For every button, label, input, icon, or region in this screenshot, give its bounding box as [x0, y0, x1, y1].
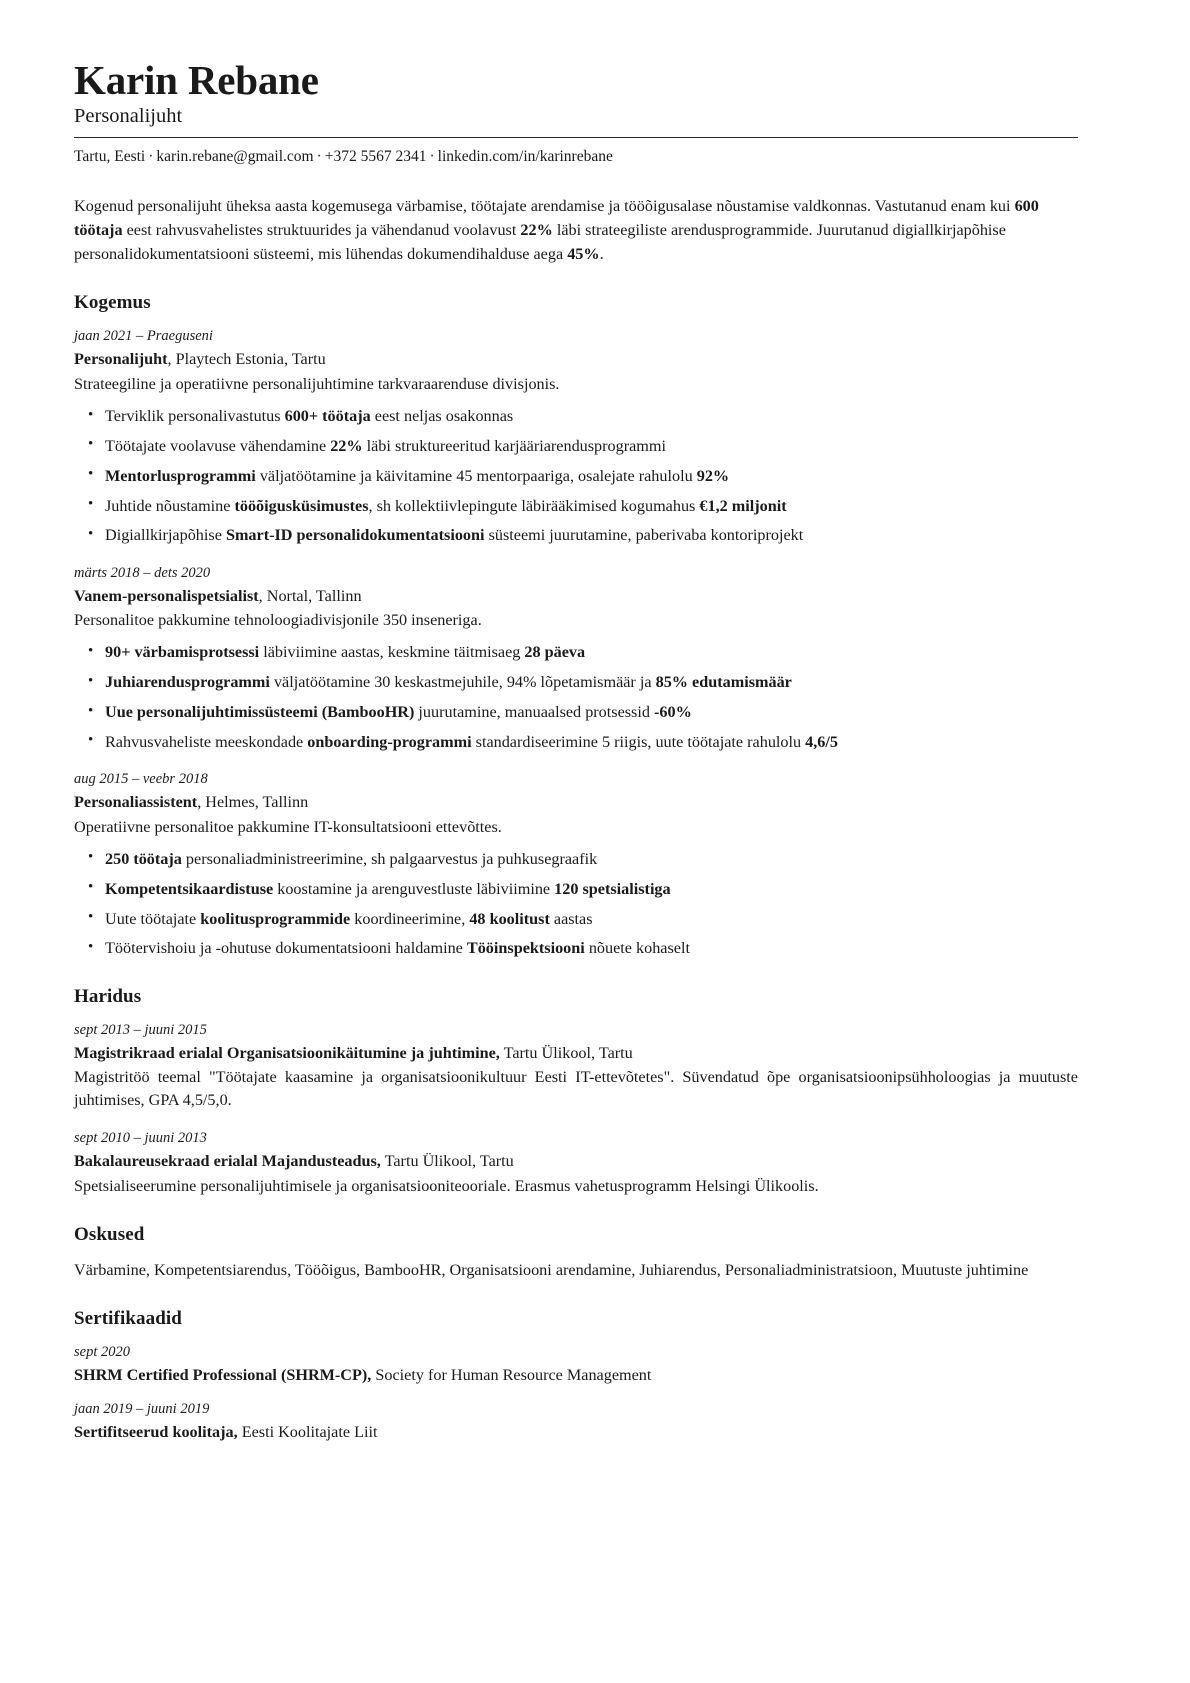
bullet-item-emphasis: 90+ värbamisprotsessi [105, 643, 260, 662]
bullet-item-text: Terviklik personalivastutus [105, 407, 285, 426]
bullet-item [74, 641, 1078, 663]
bullet-item [74, 878, 1078, 900]
section-experience [74, 292, 1078, 959]
contact-separator: · [148, 147, 154, 165]
bullet-item [74, 701, 1078, 723]
bullet-item-text: standardiseerimine 5 riigis, uute töötajate rahulolu [471, 732, 806, 751]
contact-separator: · [429, 147, 435, 165]
bullet-item-text: eest neljas osakonnas [370, 407, 514, 426]
entry-title-main: SHRM Certified Professional (SHRM-CP), [74, 1366, 372, 1385]
bullet-item-text: Digiallkirjapõhise [105, 526, 226, 545]
bullet-item-emphasis: 250 töötaja [105, 849, 182, 868]
contact-location: Tartu, Eesti [74, 147, 146, 165]
entry-title-org: , Playtech Estonia, Tartu [167, 350, 326, 369]
section-heading-skills: Oskused [74, 1223, 145, 1245]
bullet-item-emphasis: Kompetentsikaardistuse [105, 879, 274, 898]
entry-title [74, 1365, 1078, 1387]
entry-title-org: Society for Human Resource Management [371, 1366, 652, 1385]
page-title: Karin Rebane [74, 57, 319, 103]
bullet-item [74, 731, 1078, 753]
section-certificates [74, 1308, 1078, 1443]
entry-title [74, 792, 1078, 814]
bullet-item [74, 908, 1078, 930]
bullet-item [74, 524, 1078, 546]
entry-bullet-list [74, 641, 1078, 753]
entry [74, 1343, 1078, 1387]
entry-date: jaan 2021 – Praeguseni [74, 328, 213, 345]
professional-summary-text: läbi strateegiliste arendusprogrammide. Juurutanud digiallkirjapõhise personalidokumentatsiooni süsteemi, mis lühendas dokumendihalduse aega [74, 220, 1006, 263]
professional-summary [74, 195, 1078, 266]
bullet-item-text: Uute töötajate [105, 909, 201, 928]
experience-entry-list [74, 327, 1078, 959]
bullet-item [74, 405, 1078, 427]
bullet-item [74, 848, 1078, 870]
bullet-item [74, 937, 1078, 959]
entry-title-main: Vanem-personalispetsialist [74, 586, 259, 605]
professional-summary-emphasis: 45% [567, 244, 600, 263]
entry-date: märts 2018 – dets 2020 [74, 564, 211, 581]
contact-line [74, 147, 1078, 167]
entry-date: sept 2010 – juuni 2013 [74, 1130, 207, 1147]
entry-date: sept 2020 [74, 1344, 130, 1361]
bullet-item-text: Töötervishoiu ja -ohutuse dokumentatsiooni haldamine [105, 939, 467, 958]
entry-title-org: , Nortal, Tallinn [258, 586, 362, 605]
bullet-item-emphasis: 22% [330, 436, 363, 455]
bullet-item-emphasis: Smart-ID personalidokumentatsiooni [225, 526, 485, 545]
entry [74, 1129, 1078, 1198]
entry-description: Personalitoe pakkumine tehnoloogiadivisjonile 350 inseneriga. [74, 611, 482, 630]
bullet-item-text: väljatöötamine 30 keskastmejuhile, 94% lõpetamismäär ja [269, 673, 656, 692]
bullet-item-emphasis: onboarding-programmi [307, 732, 472, 751]
entry [74, 1400, 1078, 1444]
bullet-item-emphasis: Mentorlusprogrammi [105, 466, 256, 485]
certificate-entry-list [74, 1343, 1078, 1443]
entry-bullet-list [74, 848, 1078, 960]
bullet-item [74, 671, 1078, 693]
entry [74, 327, 1078, 546]
bullet-item-text: , sh kollektiivlepingute läbirääkimised kogumahus [368, 496, 700, 515]
bullet-item-emphasis: 48 koolitust [469, 909, 550, 928]
education-entry-list [74, 1021, 1078, 1198]
entry-title-org: , Helmes, Tallinn [197, 793, 309, 812]
entry-title-main: Magistrikraad erialal Organisatsioonikäitumine ja juhtimine, [74, 1043, 500, 1062]
bullet-item-text: personaliadministreerimine, sh palgaarvestus ja puhkusegraafik [181, 849, 598, 868]
entry-title [74, 586, 1078, 608]
bullet-item [74, 435, 1078, 457]
contact-email[interactable]: karin.rebane@gmail.com [156, 147, 314, 165]
bullet-item-emphasis: 92% [696, 466, 730, 485]
entry [74, 564, 1078, 753]
bullet-item-emphasis: 4,6/5 [805, 732, 838, 751]
entry-date: sept 2013 – juuni 2015 [74, 1021, 207, 1038]
entry-title-main: Personaliassistent [74, 793, 198, 812]
skills-list: Värbamine, Kompetentsiarendus, Tööõigus, BambooHR, Organisatsiooni arendamine, Juhiarendus, Personaliadministratsioon, Muutuste juhtimine [74, 1260, 1029, 1279]
contact-phone[interactable]: +372 5567 2341 [324, 147, 427, 165]
job-role-subtitle: Personalijuht [74, 105, 183, 128]
professional-summary-text: Kogenud personalijuht üheksa aasta kogemusega värbamise, töötajate arendamise ja tööõigusalase nõustamise valdkonnas. Vastutanud enam kui [74, 197, 1015, 216]
entry [74, 770, 1078, 959]
contact-separator: · [316, 147, 322, 165]
entry-title-main: Bakalaureusekraad erialal Majandusteadus, [74, 1152, 381, 1171]
professional-summary-text: . [599, 244, 604, 263]
bullet-item-text: koordineerimine, [350, 909, 470, 928]
entry-title [74, 1151, 1078, 1173]
section-heading-experience: Kogemus [74, 292, 151, 314]
entry-date: aug 2015 – veebr 2018 [74, 771, 208, 788]
bullet-item-text: väljatöötamine ja käivitamine 45 mentorpaariga, osalejate rahulolu [255, 466, 697, 485]
entry-title-main: Sertifitseerud koolitaja, [74, 1422, 238, 1441]
entry-title [74, 1422, 1078, 1444]
section-heading-education: Haridus [74, 985, 142, 1007]
bullet-item-emphasis: 120 spetsialistiga [554, 879, 671, 898]
entry-description: Magistritöö teemal "Töötajate kaasamine ja organisatsioonikultuur Eesti IT-ettevõtetes". Süvendatud õpe organisatsioonipsühholoogias ja muutuste juhtimises, GPA 4,5/5,0. [74, 1068, 1078, 1110]
entry-bullet-list [74, 405, 1078, 547]
entry-title-main: Personalijuht [74, 350, 168, 369]
entry [74, 1021, 1078, 1113]
bullet-item-text: Juhtide nõustamine [105, 496, 235, 515]
bullet-item-emphasis: Tööinspektsiooni [466, 939, 585, 958]
contact-linkedin[interactable]: linkedin.com/in/karinrebane [437, 147, 613, 165]
bullet-item-text: koostamine ja arenguvestluste läbiviimine [273, 879, 555, 898]
bullet-item-text: juurutamine, manuaalsed protsessid [414, 703, 654, 722]
professional-summary-emphasis: 22% [520, 220, 553, 239]
entry-description: Spetsialiseerumine personalijuhtimisele ja organisatsiooniteooriale. Erasmus vahetusprogramm Helsingi Ülikoolis. [74, 1176, 819, 1195]
professional-summary-text: eest rahvusvahelistes struktuurides ja vähendanud voolavust [122, 220, 521, 239]
bullet-item-emphasis: -60% [654, 703, 692, 722]
bullet-item-text: nõuete kohaselt [584, 939, 690, 958]
bullet-item-emphasis: 28 päeva [524, 643, 586, 662]
bullet-item-emphasis: €1,2 miljonit [699, 496, 787, 515]
entry-title [74, 1043, 1078, 1065]
bullet-item-text: süsteemi juurutamine, paberivaba kontoriprojekt [484, 526, 804, 545]
bullet-item [74, 495, 1078, 517]
entry-title-org: Tartu Ülikool, Tartu [499, 1043, 633, 1062]
bullet-item-text: aastas [549, 909, 593, 928]
bullet-item [74, 465, 1078, 487]
entry-description: Operatiivne personalitoe pakkumine IT-konsultatsiooni ettevõttes. [74, 817, 502, 836]
bullet-item-emphasis: 85% edutamismäär [655, 673, 792, 692]
professional-summary-emphasis: 600 töötaja [74, 197, 1039, 239]
bullet-item-emphasis: Uue personalijuhtimissüsteemi (BambooHR) [105, 703, 415, 722]
bullet-item-text: läbi struktureeritud karjääriarendusprogrammi [362, 436, 666, 455]
entry-date: jaan 2019 – juuni 2019 [74, 1400, 210, 1417]
bullet-item-emphasis: Juhiarendusprogrammi [105, 673, 270, 692]
section-education [74, 986, 1078, 1198]
bullet-item-text: Rahvusvaheliste meeskondade [105, 732, 308, 751]
section-skills [74, 1224, 1078, 1282]
section-heading-certificates: Sertifikaadid [74, 1308, 182, 1330]
header-divider [74, 137, 1078, 138]
entry-title-org: Tartu Ülikool, Tartu [380, 1152, 514, 1171]
entry-title [74, 349, 1078, 371]
bullet-item-text: Töötajate voolavuse vähendamine [105, 436, 331, 455]
bullet-item-emphasis: 600+ töötaja [284, 407, 371, 426]
entry-description: Strateegiline ja operatiivne personalijuhtimine tarkvaraarenduse divisjonis. [74, 375, 560, 394]
bullet-item-emphasis: tööõigusküsimustes [234, 496, 369, 515]
entry-title-org: Eesti Koolitajate Liit [237, 1422, 378, 1441]
bullet-item-emphasis: koolitusprogrammide [200, 909, 351, 928]
bullet-item-text: läbiviimine aastas, keskmine täitmisaeg [259, 643, 525, 662]
